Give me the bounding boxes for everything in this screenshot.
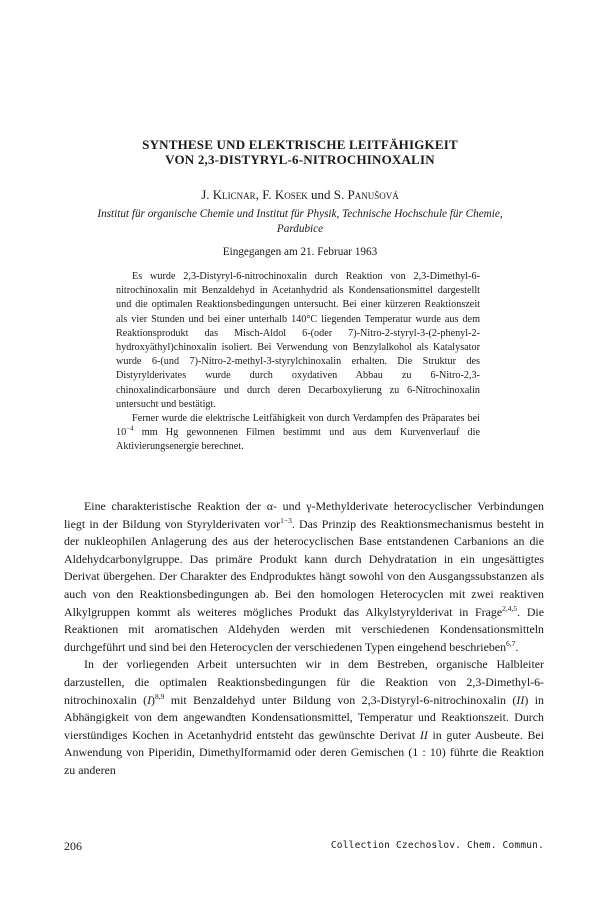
reference-superscript: 1−3 [280,515,292,525]
compound-number: II [516,692,525,707]
abstract-paragraph-2 [116,412,480,455]
author-3-initial: S. [333,187,348,202]
author-1-name: Klicnar [212,187,256,202]
body-text-run: Eine charakteristische Reaktion der α- und γ-Methylderivate heterocyclischer Verbindungen liegt in der Bildung von Styrylderivaten vor [64,499,544,531]
body-text-run: ) in Abhängigkeit von dem angewandten Kondensationsmittel, Temperatur und Reaktionszeit. Durch vierstündiges Kochen in Acetanhydrid entsteht das gewünschte Derivat [64,692,544,742]
abstract-paragraph-1: Es wurde 2,3-Distyryl-6-nitrochinoxalin durch Reaktion von 2,3-Dimethyl-6-nitrochinoxalin mit Benzaldehyd in Acetanhydrid als Kondensationsmittel dargestellt und die optimalen Reaktionsbedingungen untersucht. Bei einer kürzeren Reaktionszeit als vier Stunden und bei einer unterhalb 140°C liegenden Temperatur wurde aus dem Reaktionsprodukt das Misch-Aldol 6-(oder 7)-Nitro-2-styryl-3-(2-phenyl-2-hydroxyäthyl)chinoxalin isoliert. Bei Verwendung von Benzylalkohol als Katalysator wurde 6-(und 7)-Nitro-2-methyl-3-styrylchinoxalin erhalten. Die Struktur des Distyrylderivates wurde durch oxydativen Abbau zu 6-Nitro-2,3-chinoxalindicarbonsäure und durch deren Decarboxylierung zu 6-Nitrochinoxalin untersucht und bestätigt. [116,271,480,410]
body-paragraph-2 [64,656,544,779]
body-text-run: ) [151,692,156,707]
body-text-run: In der vorliegenden Arbeit untersuchten wir in dem Bestreben, organische Halbleiter darzustellen, die optimalen Reaktionsbedingungen für die Reaktion von 2,3-Dimethyl-6-nitrochinoxalin ( [64,657,544,707]
author-1-initial: J. [201,187,213,202]
author-2-name: Kosek [274,187,308,202]
received-date: Eingegangen am 21. Februar 1963 [222,246,378,258]
body-text-run: . [515,639,519,654]
abstract [116,270,480,455]
article-title-line-2: VON 2,3-DISTYRYL-6-NITROCHINOXALIN [165,152,435,167]
affiliation-line-1: Institut für organische Chemie und Institut für Physik, Technische Hochschule für Chemie, [97,208,503,220]
compound-number: I [147,692,152,707]
author-conjunction: und [307,187,334,202]
page-number: 206 [64,839,82,853]
author-list [40,187,560,203]
abstract-text: mm Hg gewonnenen Filmen bestimmt und aus dem Kurvenverlauf die Aktivierungsenergie berechnet. [116,427,480,453]
reference-superscript: 6,7 [506,638,516,648]
body-text-run: . Die Reaktionen mit aromatischen Aldehyden werden mit verschiedenen Kondensationsmitteln durchgeführt und sind bei den Heterocyclen der verschiedenen Typen eingehend beschrieben [64,604,544,654]
page-footer [64,839,544,855]
abstract-text: Ferner wurde die elektrische Leitfähigkeit von durch Verdampfen des Präparates bei 10 [116,413,480,439]
body-text-run: . Das Prinzip des Reaktionsmechanismus besteht in der nukleophilen Anlagerung des aus der heterocyclischen Base entstandenen Carbanions an die Aldehydcarbonylgruppe. Das primäre Produkt kann durch Dehydratation in ein ungesättigtes Derivat übergehen. Der Charakter des Endproduktes hängt sowohl von den Ausgangssubstanzen als auch von den Reaktionsbedingungen ab. Bei den homologen Heterocyclen mit zwei reaktiven Alkylgruppen kommt als weiteres mögliches Produkt das Alkylstyrylderivat in Frage [64,516,544,619]
affiliation-line-2: Pardubice [276,223,324,235]
author-2-initial: , F. [255,187,275,202]
reference-superscript: 2,4,5 [502,603,518,613]
exponent: −4 [126,424,134,433]
body-paragraph-1 [64,498,544,656]
body-text [64,498,544,780]
article-title-line-1: SYNTHESE UND ELEKTRISCHE LEITFÄHIGKEIT [142,137,458,152]
affiliation [60,207,540,237]
author-3-name: Panušová [347,187,399,202]
journal-name: Collection Czechoslov. Chem. Commun. [330,840,544,851]
body-text-run: mit Benzaldehyd unter Bildung von 2,3-Distyryl-6-nitrochinoxalin ( [164,692,517,707]
compound-number: II [419,727,428,742]
body-text-run: in guter Ausbeute. Bei Anwendung von Piperidin, Dimethylformamid oder deren Gemischen (1 : 10) führte die Reaktion zu anderen [64,727,544,777]
reference-superscript: 8,9 [155,691,165,701]
